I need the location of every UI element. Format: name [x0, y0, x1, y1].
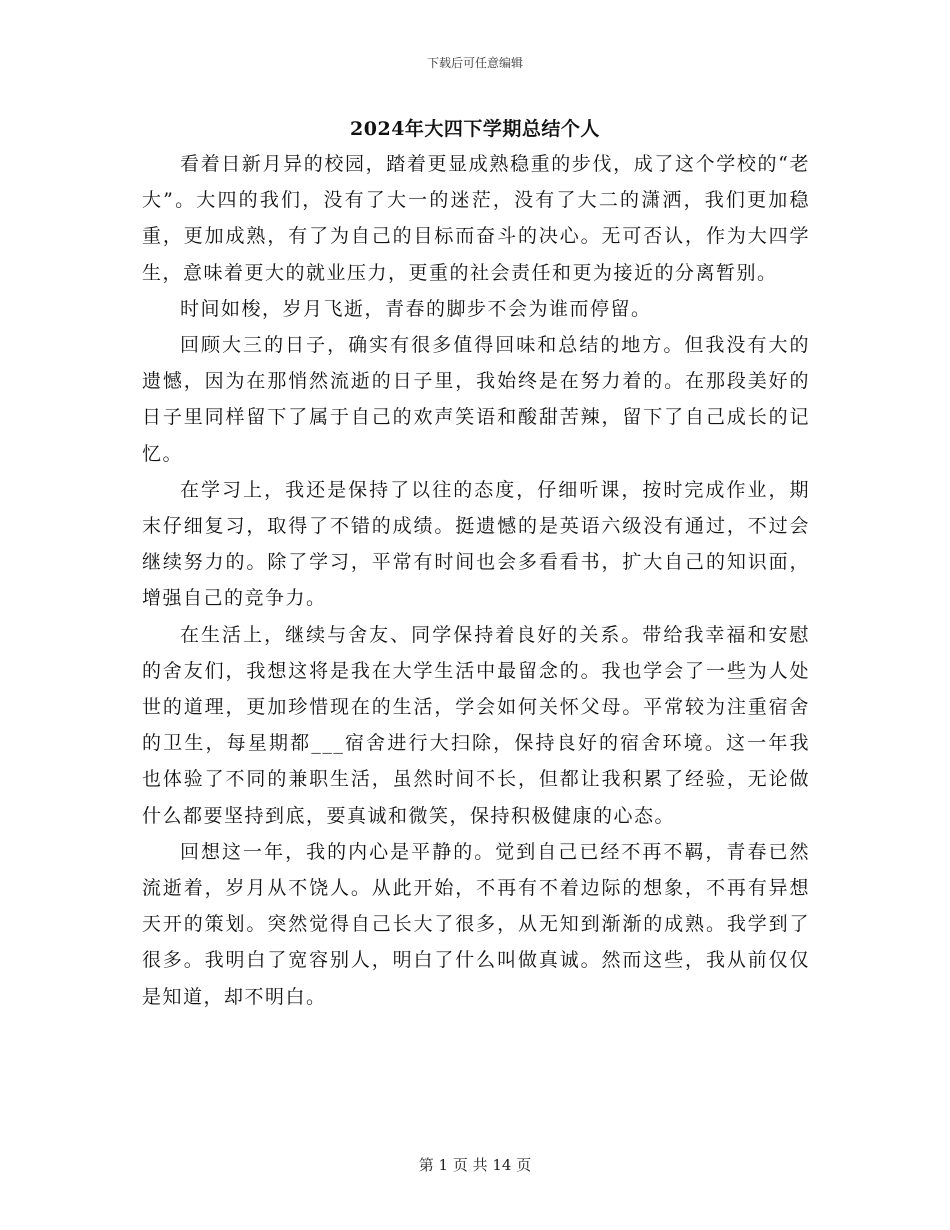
- paragraph-5: 在生活上，继续与舍友、同学保持着良好的关系。带给我幸福和安慰的舍友们，我想这将是我在大学生活中最留念的。我也学会了一些为人处世的道理，更加珍惜现在的生活，学会如何关怀父母。平常较为注重宿舍的卫生，每星期都___宿舍进行大扫除，保持良好的宿舍环境。这一年我也体验了不同的兼职生活，虽然时间不长，但都让我积累了经验，无论做什么都要坚持到底，要真诚和微笑，保持积极健康的心态。: [142, 623, 810, 827]
- paragraph-4: 在学习上，我还是保持了以往的态度，仔细听课，按时完成作业，期末仔细复习，取得了不错的成绩。挺遗憾的是英语六级没有通过，不过会继续努力的。除了学习，平常有时间也会多看看书，扩大自己的知识面，增强自己的竞争力。: [142, 478, 810, 610]
- paragraph-6: 回想这一年，我的内心是平静的。觉到自己已经不再不羁，青春已然流逝着，岁月从不饶人。从此开始，不再有不着边际的想象，不再有异想天开的策划。突然觉得自己长大了很多，从无知到渐渐的成熟。我学到了很多。我明白了宽容别人，明白了什么叫做真诚。然而这些，我从前仅仅是知道，却不明白。: [142, 840, 810, 1008]
- paragraph-1: 看着日新月异的校园，踏着更显成熟稳重的步伐，成了这个学校的“老大”。大四的我们，没有了大一的迷茫，没有了大二的潇洒，我们更加稳重，更加成熟，有了为自己的目标而奋斗的决心。无可否认，作为大四学生，意味着更大的就业压力，更重的社会责任和更为接近的分离暂别。: [142, 153, 810, 284]
- paragraph-2: 时间如梭，岁月飞逝，青春的脚步不会为谁而停留。: [180, 297, 652, 320]
- header-note: 下载后可任意编辑: [426, 56, 523, 70]
- document-body: [142, 146, 810, 1015]
- page-footer: 第 1 页 共 14 页: [418, 1156, 532, 1174]
- paragraph-3: 回顾大三的日子，确实有很多值得回味和总结的地方。但我没有大的遗憾，因为在那悄然流逝的日子里，我始终是在努力着的。在那段美好的日子里同样留下了属于自己的欢声笑语和酸甜苦辣，留下了自己成长的记忆。: [142, 334, 810, 465]
- document-title: 2024年大四下学期总结个人: [350, 118, 600, 140]
